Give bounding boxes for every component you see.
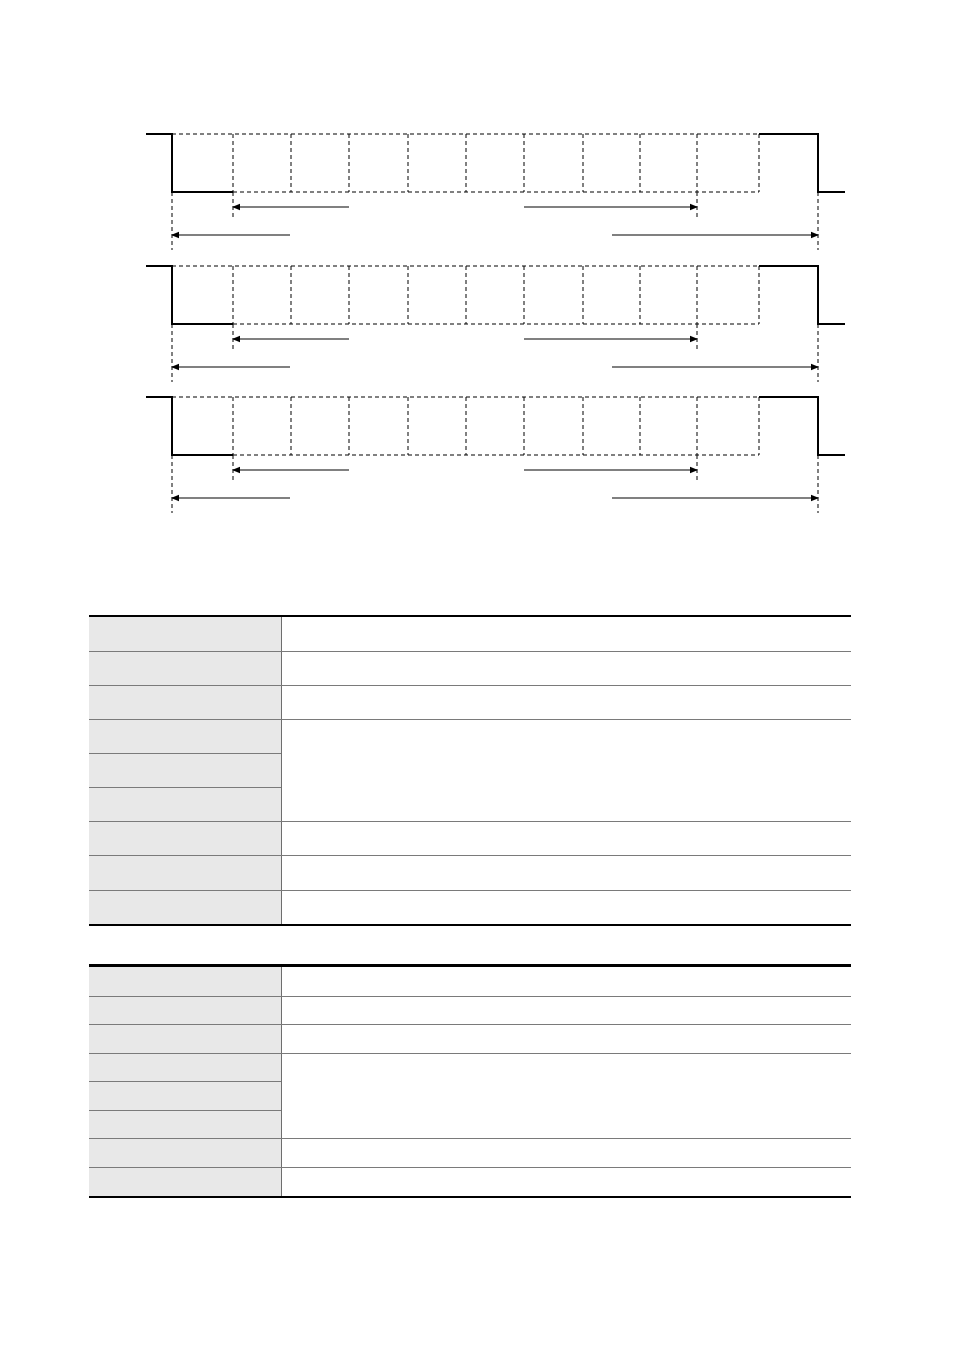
row-divider [89,1024,851,1025]
row-label-cell [89,1111,281,1139]
row-divider [89,1081,281,1082]
frame-1 [146,134,845,250]
parameter-table-1 [89,615,851,926]
start-bit-signal [146,397,233,455]
frame-3 [146,397,845,513]
row-label-cell [89,617,281,652]
start-bit-signal [146,134,233,192]
row-value-cell [281,720,852,822]
stop-bit-signal [759,266,845,324]
row-label-cell [89,1139,281,1168]
row-label-cell [89,1054,281,1082]
row-divider [89,855,851,856]
row-value-cell [281,997,852,1025]
row-divider [89,787,281,788]
row-label-cell [89,1168,281,1196]
stop-bit-signal [759,134,845,192]
row-label-cell [89,686,281,720]
row-label-cell [89,720,281,754]
row-divider [89,753,281,754]
stop-bit-signal [759,397,845,455]
row-label-cell [89,856,281,891]
row-divider [89,890,851,891]
row-value-cell [281,617,852,652]
row-value-cell [281,1025,852,1054]
row-divider [89,996,851,997]
row-label-cell [89,1025,281,1054]
row-label-cell [89,967,281,997]
row-divider [89,651,851,652]
row-divider [89,1053,851,1054]
start-bit-signal [146,266,233,324]
row-label-cell [89,652,281,686]
row-label-cell [89,754,281,788]
row-value-cell [281,856,852,891]
parameter-table-2 [89,964,851,1198]
row-value-cell [281,822,852,856]
row-value-cell [281,1168,852,1196]
row-label-cell [89,1082,281,1111]
row-label-cell [89,822,281,856]
row-value-cell [281,686,852,720]
serial-frame-timing-diagram [0,0,954,540]
row-divider [89,1110,281,1111]
row-value-cell [281,1054,852,1139]
row-value-cell [281,967,852,997]
row-value-cell [281,1139,852,1168]
row-divider [89,821,851,822]
row-value-cell [281,891,852,924]
row-label-cell [89,891,281,924]
row-divider [89,719,851,720]
row-value-cell [281,652,852,686]
row-divider [89,685,851,686]
row-label-cell [89,997,281,1025]
row-label-cell [89,788,281,822]
frame-2 [146,266,845,382]
row-divider [89,1138,851,1139]
row-divider [89,1167,851,1168]
